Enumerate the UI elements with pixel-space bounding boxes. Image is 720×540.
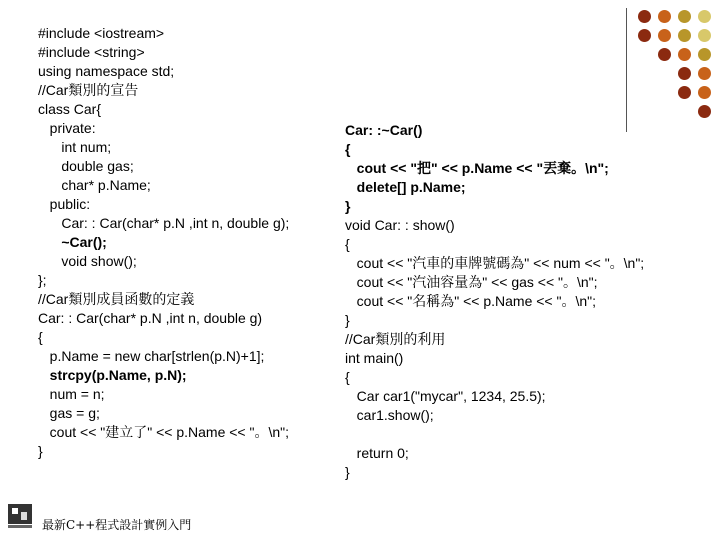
code-line: } bbox=[345, 198, 351, 214]
code-line: }; bbox=[38, 272, 47, 288]
decorative-dot bbox=[658, 10, 671, 23]
code-line: public: bbox=[38, 196, 91, 212]
code-line: class Car{ bbox=[38, 101, 102, 117]
decorative-dot bbox=[678, 48, 691, 61]
code-line: strcpy(p.Name, p.N); bbox=[38, 367, 187, 383]
code-line: { bbox=[345, 141, 351, 157]
decorative-dot bbox=[698, 86, 711, 99]
code-line: double gas; bbox=[38, 158, 134, 174]
decorative-dot bbox=[698, 105, 711, 118]
code-line: car1.show(); bbox=[345, 407, 434, 423]
code-line: gas = g; bbox=[38, 405, 100, 421]
decorative-dot bbox=[698, 10, 711, 23]
decorative-dot bbox=[678, 29, 691, 42]
code-line: private: bbox=[38, 120, 96, 136]
code-line: cout << "汽車的車牌號碼為" << num << "。\n"; bbox=[345, 255, 645, 271]
code-line: cout << "名稱為" << p.Name << "。\n"; bbox=[345, 293, 596, 309]
publisher-logo-icon bbox=[6, 502, 34, 530]
code-line: char* p.Name; bbox=[38, 177, 151, 193]
code-line: delete[] p.Name; bbox=[345, 179, 466, 195]
code-line: void show(); bbox=[38, 253, 137, 269]
code-line: //Car類別的宣告 bbox=[38, 82, 139, 98]
code-line: ~Car(); bbox=[38, 234, 107, 250]
code-line: { bbox=[345, 369, 350, 385]
decorative-dot bbox=[678, 10, 691, 23]
decorative-dot bbox=[698, 48, 711, 61]
decorative-dot bbox=[658, 48, 671, 61]
code-line: } bbox=[345, 464, 350, 480]
decorative-divider bbox=[626, 8, 627, 132]
decorative-dot bbox=[678, 86, 691, 99]
code-line: { bbox=[38, 329, 43, 345]
code-line: //Car類別成員函數的定義 bbox=[38, 291, 195, 307]
code-line: void Car: : show() bbox=[345, 217, 455, 233]
decorative-dot bbox=[698, 67, 711, 80]
code-line: { bbox=[345, 236, 350, 252]
code-line: p.Name = new char[strlen(p.N)+1]; bbox=[38, 348, 265, 364]
code-line: using namespace std; bbox=[38, 63, 175, 79]
code-line: int num; bbox=[38, 139, 112, 155]
code-line: //Car類別的利用 bbox=[345, 331, 446, 347]
decorative-dot bbox=[658, 29, 671, 42]
book-title: 最新C++程式設計實例入門 bbox=[42, 518, 192, 532]
code-line: cout << "把" << p.Name << "丟棄。\n"; bbox=[345, 160, 609, 176]
code-line: #include <string> bbox=[38, 44, 145, 60]
code-line: num = n; bbox=[38, 386, 105, 402]
code-line: Car: : Car(char* p.N ,int n, double g) bbox=[38, 310, 263, 326]
code-line: Car car1("mycar", 1234, 25.5); bbox=[345, 388, 546, 404]
code-line: int main() bbox=[345, 350, 404, 366]
decorative-dot bbox=[638, 10, 651, 23]
code-line: } bbox=[38, 443, 43, 459]
decorative-dot bbox=[678, 67, 691, 80]
code-line: } bbox=[345, 312, 350, 328]
decorative-dot bbox=[638, 29, 651, 42]
code-line: cout << "建立了" << p.Name << "。\n"; bbox=[38, 424, 289, 440]
code-line: #include <iostream> bbox=[38, 25, 165, 41]
code-line: return 0; bbox=[345, 445, 409, 461]
decorative-dot bbox=[698, 29, 711, 42]
code-line: cout << "汽油容量為" << gas << "。\n"; bbox=[345, 274, 598, 290]
code-line: Car: : Car(char* p.N ,int n, double g); bbox=[38, 215, 290, 231]
code-line: Car: :~Car() bbox=[345, 122, 423, 138]
